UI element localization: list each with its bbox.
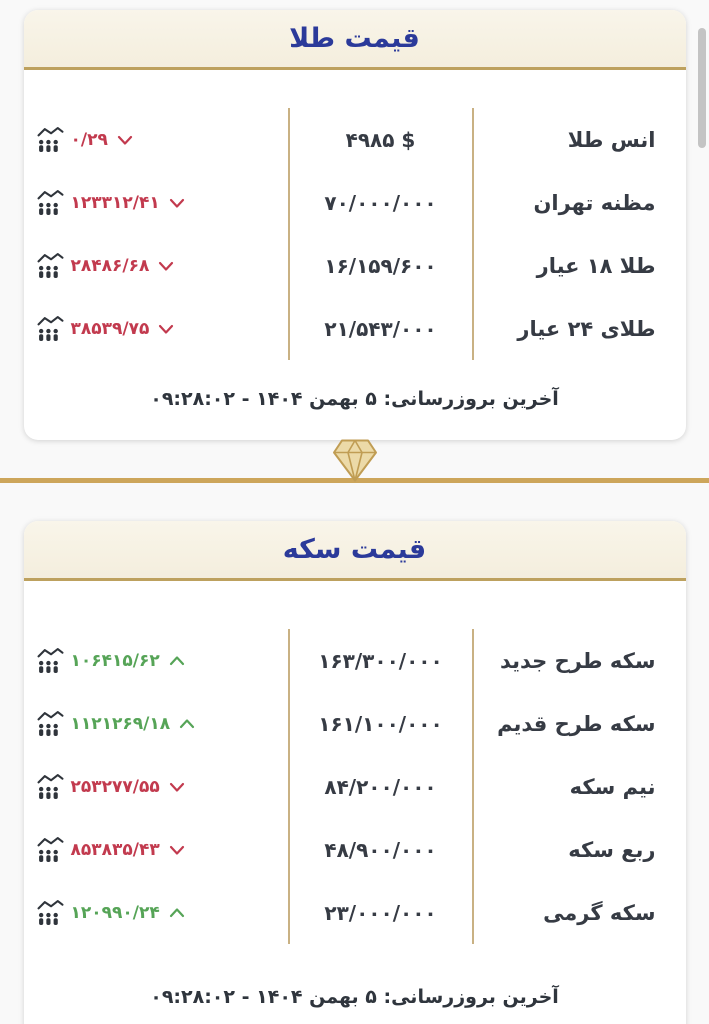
- change-cell-half-coin: [24, 755, 288, 818]
- row-label-quarter-coin: ربع سکه: [568, 837, 656, 862]
- scrollbar-thumb[interactable]: [698, 28, 706, 148]
- row-value-quarter-coin: ۴۸/۹۰۰/۰۰۰: [324, 837, 437, 862]
- change-value: ۱۲۰۹۹۰/۲۴: [70, 902, 160, 923]
- row-value-half-coin: ۸۴/۲۰۰/۰۰۰: [324, 774, 437, 799]
- gold-price-table: [24, 108, 686, 360]
- gold-card-title: قیمت طلا: [289, 23, 420, 54]
- row-label-old-coin: سکه طرح قدیم: [497, 711, 656, 736]
- gold-changes-column: [24, 108, 288, 360]
- coin-card-title: قیمت سکه: [282, 534, 427, 565]
- row-label-tehran-mazaneh: مظنه تهران: [533, 190, 656, 215]
- bar-chart-icon[interactable]: [37, 648, 64, 673]
- row-value-tehran-mazaneh: ۷۰/۰۰۰/۰۰۰: [324, 190, 437, 215]
- change-value: ۲۵۳۲۷۷/۵۵: [70, 776, 160, 797]
- row-label-gold-18k: طلا ۱۸ عیار: [536, 253, 656, 278]
- coin-price-card: [24, 521, 686, 1024]
- change-cell-new-coin: [24, 629, 288, 692]
- chevron-down-icon: [169, 844, 185, 856]
- bar-chart-icon[interactable]: [37, 900, 64, 925]
- bar-chart-icon[interactable]: [37, 837, 64, 862]
- bar-chart-icon[interactable]: [37, 774, 64, 799]
- chevron-down-icon: [158, 323, 174, 335]
- chevron-down-icon: [158, 260, 174, 272]
- diamond-gem-icon: [331, 437, 379, 484]
- row-label-gold-24k: طلای ۲۴ عیار: [517, 316, 656, 341]
- row-value-gold-24k: ۲۱/۵۴۳/۰۰۰: [324, 316, 437, 341]
- change-value: ۳۸۵۳۹/۷۵: [70, 318, 150, 339]
- row-label-ounce: انس طلا: [567, 127, 656, 152]
- row-value-gram-coin: ۲۳/۰۰۰/۰۰۰: [324, 900, 437, 925]
- coin-values-column: [288, 629, 474, 944]
- coin-price-table: [24, 629, 686, 944]
- chevron-up-icon: [169, 907, 185, 919]
- bar-chart-icon[interactable]: [37, 711, 64, 736]
- change-value: ۸۵۳۸۳۵/۴۳: [70, 839, 160, 860]
- section-divider: [0, 440, 709, 521]
- gold-card-header: [24, 10, 686, 70]
- change-cell-quarter-coin: [24, 818, 288, 881]
- coin-card-header: [24, 521, 686, 581]
- row-value-new-coin: ۱۶۳/۳۰۰/۰۰۰: [318, 648, 443, 673]
- row-value-ounce: ۴۹۸۵ $: [345, 127, 416, 152]
- change-cell-gram-coin: [24, 881, 288, 944]
- chevron-up-icon: [169, 655, 185, 667]
- change-cell-ounce: [24, 108, 288, 171]
- row-value-old-coin: ۱۶۱/۱۰۰/۰۰۰: [318, 711, 443, 736]
- chevron-down-icon: [169, 781, 185, 793]
- row-label-gram-coin: سکه گرمی: [543, 900, 656, 925]
- row-label-half-coin: نیم سکه: [569, 774, 656, 799]
- change-value: ۲۸۴۸۶/۶۸: [70, 255, 150, 276]
- change-cell-tehran-mazaneh: [24, 171, 288, 234]
- coin-labels-column: [474, 629, 686, 944]
- change-cell-old-coin: [24, 692, 288, 755]
- bar-chart-icon[interactable]: [37, 316, 64, 341]
- chevron-down-icon: [117, 134, 133, 146]
- row-value-gold-18k: ۱۶/۱۵۹/۶۰۰: [324, 253, 437, 278]
- change-value: ۰/۲۹: [70, 129, 108, 150]
- gold-values-column: [288, 108, 474, 360]
- coin-last-update: آخرین بروزرسانی: ۵ بهمن ۱۴۰۴ - ۰۹:۲۸:۰۲: [150, 986, 559, 1008]
- bar-chart-icon[interactable]: [37, 253, 64, 278]
- change-cell-gold-24k: [24, 297, 288, 360]
- change-value: ۱۱۲۱۲۶۹/۱۸: [70, 713, 171, 734]
- gold-last-update: آخرین بروزرسانی: ۵ بهمن ۱۴۰۴ - ۰۹:۲۸:۰۲: [150, 388, 559, 410]
- chevron-down-icon: [169, 197, 185, 209]
- gold-price-card: [24, 10, 686, 440]
- chevron-up-icon: [179, 718, 195, 730]
- bar-chart-icon[interactable]: [37, 127, 64, 152]
- change-cell-gold-18k: [24, 234, 288, 297]
- row-label-new-coin: سکه طرح جدید: [500, 648, 656, 673]
- change-value: ۱۰۶۴۱۵/۶۲: [70, 650, 160, 671]
- change-value: ۱۲۳۳۱۲/۴۱: [70, 192, 160, 213]
- bar-chart-icon[interactable]: [37, 190, 64, 215]
- coin-changes-column: [24, 629, 288, 944]
- gold-labels-column: [474, 108, 686, 360]
